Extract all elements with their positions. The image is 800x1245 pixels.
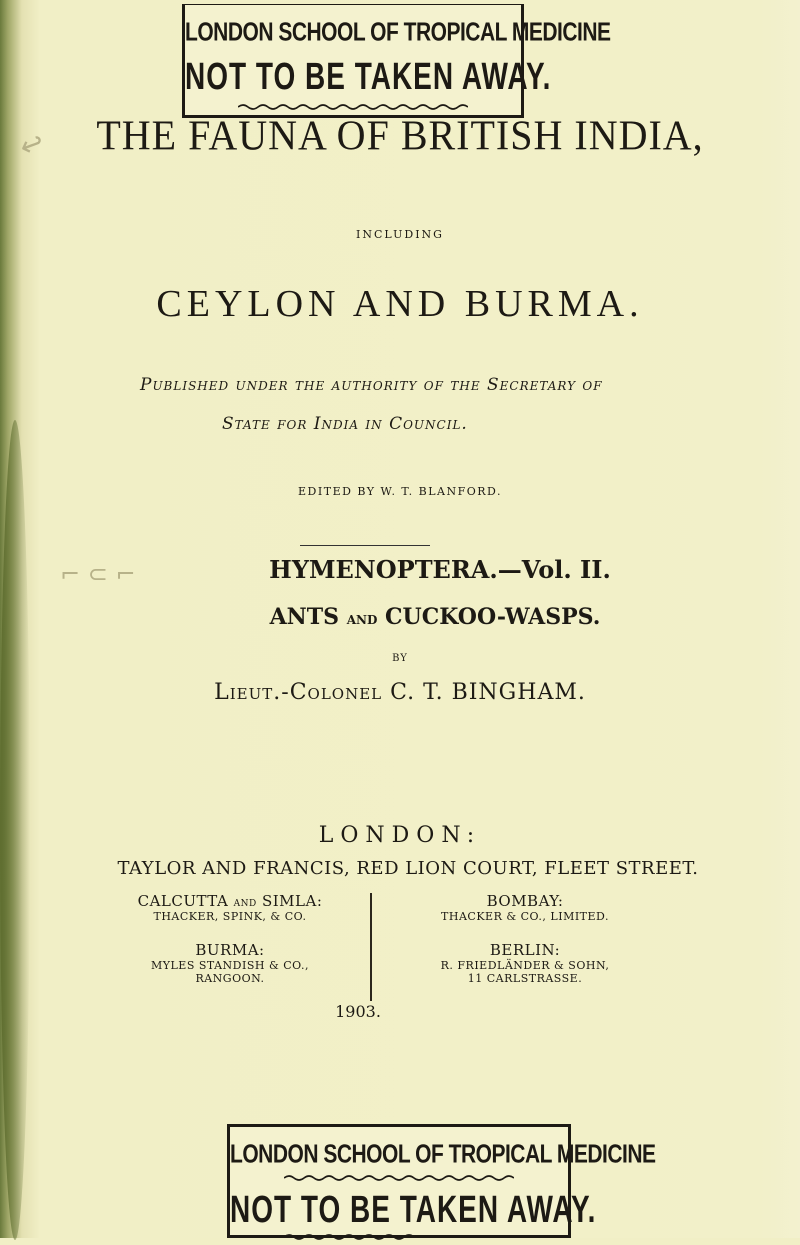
agent-burma-place: BURMA:: [195, 941, 265, 959]
publication-authority-line1: Published under the authority of the Secretary of: [140, 375, 603, 395]
stamp-bottom-line1: LONDON SCHOOL OF TROPICAL MEDICINE: [230, 1140, 656, 1169]
imprint-city: LONDON:: [318, 823, 482, 848]
agent-burma-name: MYLES STANDISH & CO.,: [150, 959, 310, 972]
stamp-bottom-line2: NOT TO BE TAKEN AWAY.: [230, 1188, 597, 1231]
agent-burma-name2: RANGOON.: [195, 972, 265, 985]
stamp-wave-ornament: [238, 103, 468, 111]
agent-calcutta-name: THACKER, SPINK, & CO.: [153, 910, 307, 923]
overline-rule: [300, 545, 430, 546]
library-stamp-top: [182, 4, 611, 118]
agent-berlin-name: R. FRIEDLÄNDER & SOHN,: [440, 959, 610, 972]
agent-bombay-name: THACKER & CO., LIMITED.: [441, 910, 609, 923]
subtitle-and: AND: [346, 613, 378, 627]
by-label: BY: [392, 653, 408, 664]
subtitle-ants: ANTS: [269, 604, 340, 630]
book-title: THE FAUNA OF BRITISH INDIA,: [96, 111, 704, 160]
imprint-publisher: TAYLOR AND FRANCIS, RED LION COURT, FLEET STREET.: [117, 858, 699, 879]
stamp-bottom-wave-ornament: [284, 1174, 514, 1182]
stamp-top-line2: NOT TO BE TAKEN AWAY.: [185, 55, 552, 98]
pencil-mark: ↩: [15, 124, 49, 165]
stamp-bottom-wave-ornament-2: [284, 1233, 514, 1241]
agent-berlin-place: BERLIN:: [489, 941, 561, 959]
publication-year: 1903.: [335, 1002, 381, 1021]
agent-berlin-name2: 11 CARLSTRASSE.: [467, 972, 583, 985]
volume-title: HYMENOPTERA.—Vol. II.: [269, 555, 611, 584]
editor-line: EDITED BY W. T. BLANFORD.: [298, 485, 502, 498]
library-stamp-bottom: [227, 1124, 656, 1238]
stamp-top-line1: LONDON SCHOOL OF TROPICAL MEDICINE: [185, 18, 611, 47]
volume-subtitle: [35, 604, 800, 630]
pencil-annotation: ⌐ ⊂ ⌐: [60, 560, 136, 588]
including-label: INCLUDING: [356, 228, 444, 241]
region-title: CEYLON AND BURMA.: [156, 283, 644, 325]
publication-authority-line2: State for India in Council.: [222, 414, 468, 434]
column-divider: [370, 893, 372, 1001]
agents-right-column: [380, 892, 670, 985]
agents-left-column: [100, 892, 360, 985]
agent-calcutta-place: CALCUTTA AND SIMLA:: [137, 892, 323, 910]
author-name: Lieut.-Colonel C. T. BINGHAM.: [214, 680, 586, 705]
agent-bombay-place: BOMBAY:: [486, 892, 564, 910]
subtitle-cuckoo-wasps: CUCKOO-WASPS.: [385, 604, 601, 630]
